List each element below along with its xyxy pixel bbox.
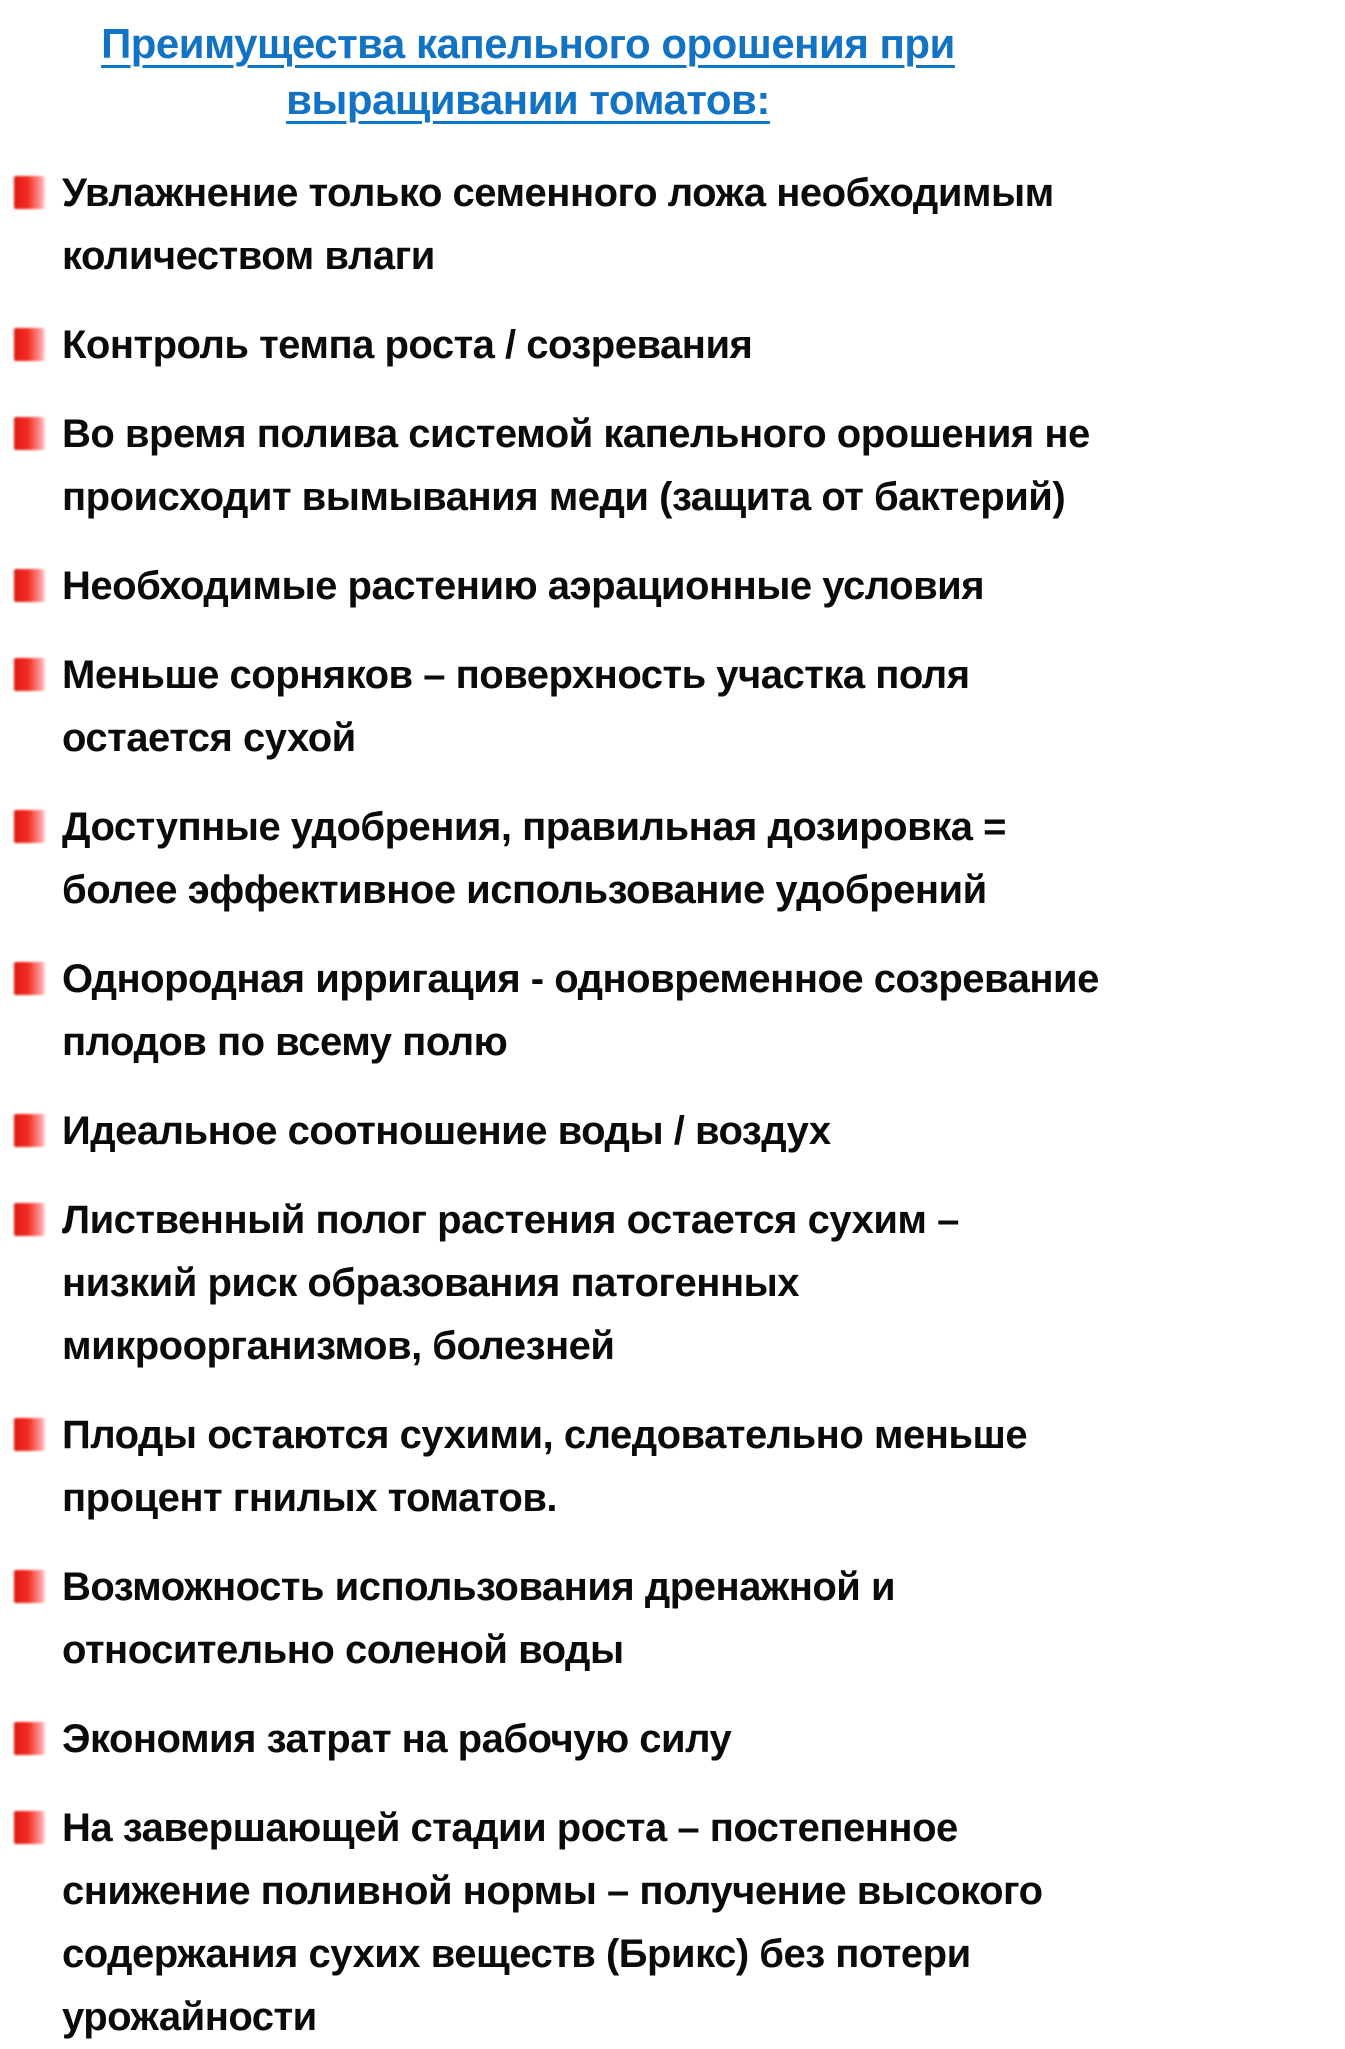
list-item-text: Необходимые растению аэрационные условия [62, 564, 985, 608]
advantages-list [14, 162, 1345, 2049]
list-item [14, 1100, 1099, 1163]
list-item [14, 162, 1099, 288]
list-item-text: Меньше сорняков – поверхность участка поля остается сухой [62, 653, 970, 760]
list-item-text: Лиственный полог растения остается сухим – низкий риск образования патогенных микроорганизмов, болезней [62, 1198, 959, 1368]
list-item [14, 1404, 1099, 1530]
bullet-square-icon [14, 569, 45, 602]
bullet-square-icon [14, 1418, 45, 1451]
bullet-square-icon [14, 1114, 45, 1147]
list-item [14, 948, 1099, 1074]
list-item-text: Доступные удобрения, правильная дозировка = более эффективное использование удобрений [62, 805, 1006, 912]
bullet-square-icon [14, 417, 45, 450]
bullet-square-icon [14, 1570, 45, 1603]
bullet-square-icon [14, 1722, 45, 1755]
list-item-text: Контроль темпа роста / созревания [62, 323, 753, 367]
list-item-text: Возможность использования дренажной и относительно соленой воды [62, 1565, 896, 1672]
bullet-square-icon [14, 176, 45, 209]
list-item [14, 796, 1099, 922]
list-item [14, 1556, 1099, 1682]
bullet-square-icon [14, 810, 45, 843]
list-item-text: Увлажнение только семенного ложа необходимым количеством влаги [62, 171, 1054, 278]
list-item [14, 1708, 1099, 1771]
page-title: Преимущества капельного орошения при выращивании томатов: [101, 20, 955, 123]
list-item [14, 555, 1099, 618]
bullet-square-icon [14, 1203, 45, 1236]
bullet-square-icon [14, 328, 45, 361]
list-item [14, 1797, 1099, 2049]
bullet-square-icon [14, 1811, 45, 1844]
slide-page [0, 16, 1345, 2039]
list-item-text: На завершающей стадии роста – постепенное снижение поливной нормы – получение высокого содержания сухих веществ (Брикс) без потери урожайности [62, 1806, 1043, 2039]
list-item-text: Однородная ирригация - одновременное созревание плодов по всему полю [62, 957, 1099, 1064]
list-item-text: Во время полива системой капельного орошения не происходит вымывания меди (защита от бактерий) [62, 412, 1090, 519]
list-item-text: Идеальное соотношение воды / воздух [62, 1109, 831, 1153]
slide-title-block [0, 16, 1056, 128]
list-item-text: Экономия затрат на рабочую силу [62, 1717, 732, 1761]
list-item-text: Плоды остаются сухими, следовательно меньше процент гнилых томатов. [62, 1413, 1028, 1520]
bullet-square-icon [14, 962, 45, 995]
bullet-square-icon [14, 658, 45, 691]
list-item [14, 314, 1099, 377]
list-item [14, 403, 1099, 529]
list-item [14, 644, 1099, 770]
list-item [14, 1189, 1099, 1378]
